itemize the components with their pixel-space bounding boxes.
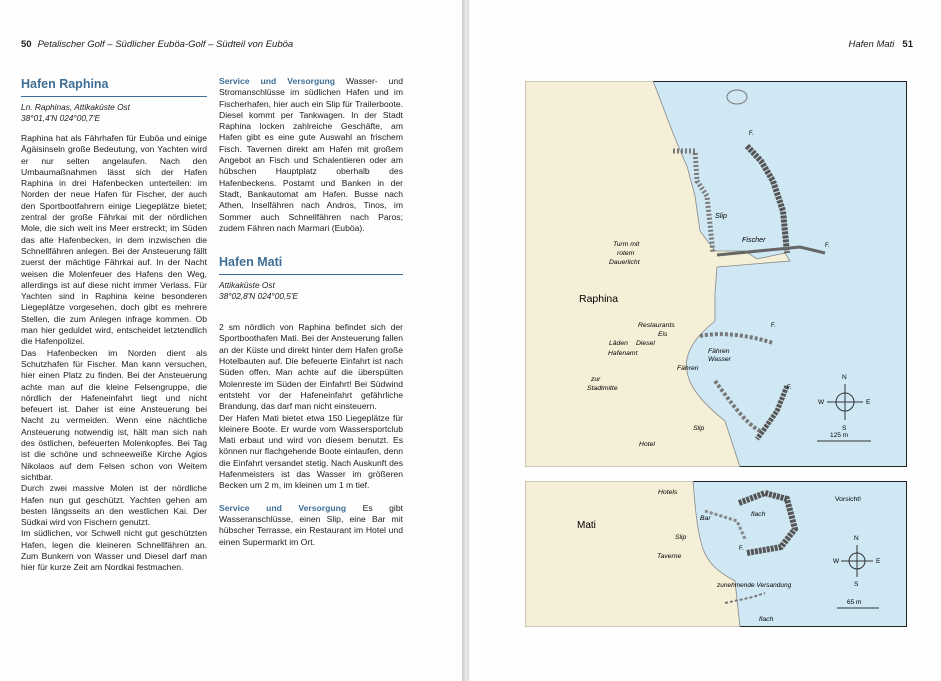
- raphina-compass-w: W: [818, 399, 825, 406]
- raphina-light-mole: F.: [787, 385, 792, 391]
- mati-scale-label: 65 m: [847, 599, 862, 606]
- raphina-label-turm-3: Dauerlicht: [609, 259, 640, 266]
- raphina-service-text: Wasser- und Stromanschlüsse im südlichen Hafen und im Fischerhafen, hier auch ein Slip für Trailerboote. Diesel kommt per Tankwagen. In der Stadt Raphina locken zahlreiche Geschäfte, am Hafen gibt es eine gute Auswahl an frischem Fisch. Tavernen direkt am Hafen mit großem Angebot an Fisch und Schalentieren oder am hübschen Hauptplatz oberhalb des Hafenbeckens. Postamt und Banken in der Stadt, Bankautomat am Hafen. Busse nach Athen, Inselfähren nach Andros, Tinos, im Sommer auch Schnellfähren nach Paros; zudem Fähren nach Marmari (Euböa).: [219, 76, 403, 233]
- raphina-scale-label: 125 m: [830, 432, 849, 439]
- raphina-compass-n: N: [842, 374, 847, 381]
- mati-label-flach-2: flach: [759, 616, 774, 623]
- mati-compass-w: W: [833, 558, 840, 565]
- raphina-paragraph-3: Durch zwei massive Molen ist der nördliche Hafen nun gut geschützt. Yachten gehen am besten längsseits an den westlichen Kai. Der Südkai wird von Fischern genutzt.: [21, 483, 207, 528]
- raphina-coordinates: 38°01,4'N 024°00,7'E: [21, 113, 101, 123]
- raphina-paragraph-2: Das Hafenbecken im Norden dient als Schutzhafen für Fischer. Man kann versuchen, hier einen Platz zu finden. Bei der Ansteuerung achte man auf die kleine Felsengruppe, die nördlich der Hafeneinfahrt liegt und nicht befeuert ist. Daher ist eine Ansteuerung bei Nacht zu vermeiden. Wenn eine nächtliche Ansteuerung notwendig ist, hält man sich nah des östlichen, befeuerten Molenkopfes. Bei Tag ist die schöne und schneeweiße Kirche Agios Nikolaos auf dem Felsen schon von Weitem sichtbar.: [21, 347, 207, 482]
- mati-location: Attikaküste Ost: [219, 280, 275, 291]
- raphina-label-turm-1: Turm mit: [613, 241, 640, 248]
- mati-light: F.: [739, 546, 744, 552]
- mati-harbour-map: [525, 481, 907, 627]
- raphina-compass-s: S: [842, 425, 847, 432]
- raphina-light-south: F.: [771, 323, 776, 329]
- mati-coordinates: 38°02,8'N 024°00,5'E: [219, 291, 299, 302]
- left-running-head: [21, 39, 293, 50]
- raphina-subtitle: [21, 102, 207, 124]
- raphina-label-stadtmitte-1: zur: [591, 376, 601, 383]
- raphina-light-north: F.: [749, 131, 754, 137]
- raphina-column: [21, 76, 207, 574]
- right-page-number: 51: [902, 39, 913, 50]
- mati-paragraph-1: 2 sm nördlich von Raphina befindet sich der Sportboothafen Mati. Bei der Ansteuerung fallen an der Küste und direkt hinter dem Hafen große Hotelbauten auf. Die befeuerte Einfahrt ist nach Süden offen. Man achte auf die überspülten Molenreste im Süden der Einfahrt! Bei Südwind entsteht vor der Hafeneinfahrt gefährliche Brandung, das darf man nicht einsteuern.: [219, 322, 403, 412]
- mati-compass-e: E: [876, 558, 881, 565]
- left-running-head-text: Petalischer Golf – Südlicher Euböa-Golf – Südteil von Euböa: [37, 39, 294, 50]
- right-running-head-text: Hafen Mati: [848, 39, 895, 50]
- left-page-number: 50: [21, 39, 32, 50]
- raphina-location: Ln. Raphinas, Attikaküste Ost: [21, 102, 130, 112]
- raphina-paragraph-1: Raphina hat als Fährhafen für Euböa und einige Ägäisinseln große Bedeutung, von Yachten wird er nur selten angelaufen. Nach den Umbaumaßnahmen lässt sich der Hafen Raphina in drei Hafenbecken unterteilen: im Norden der neue Hafen für Fischer, der auch den Sportbootfahrern einige Liegeplätze bietet; zentral der große Fährkai mit der nördlichen Mole, die sich weit ins Meer erstreckt; im Süden das alte Hafenbecken, in dem inzwischen die Schnellfähren anlegen. Bei der Ansteuerung fällt zuerst der mächtige Fährkai auf. In der Nacht weisen die Molenfeuer des Hafens den Weg, allerdings ist auf diese nicht immer Verlass. Für Yachten sind in Raphina keine besonderen Liegeplätze vorgesehen, doch gibt es mehrere Stellen, die zum Anlegen infrage kommen. Ob man hier geduldet wird, entscheidet letztendlich die Hafenpolizei.: [21, 133, 207, 347]
- raphina-label-faehren-wasser-1: Fähren: [708, 348, 730, 355]
- raphina-label-diesel: Diesel: [636, 340, 655, 347]
- mati-compass-s: S: [854, 581, 859, 588]
- right-page: [469, 0, 941, 681]
- raphina-title: Hafen Raphina: [21, 76, 207, 97]
- raphina-label-faehren-wasser-2: Wasser: [708, 356, 731, 363]
- mati-warning: Vorsicht!: [835, 496, 862, 503]
- raphina-label-eis: Eis: [658, 331, 668, 338]
- raphina-town-name: Raphina: [579, 293, 619, 305]
- raphina-label-hotel: Hotel: [639, 441, 655, 448]
- mati-label-taverne: Taverne: [657, 553, 682, 560]
- raphina-harbour-map: [525, 81, 907, 467]
- raphina-label-fischer: Fischer: [742, 235, 766, 244]
- raphina-label-slip: Slip: [715, 211, 727, 220]
- raphina-label-stadtmitte-2: Stadtmitte: [587, 385, 618, 392]
- raphina-label-hafenamt: Hafenamt: [608, 350, 638, 357]
- raphina-label-slip-south: Slip: [693, 425, 705, 432]
- raphina-service-lead: Service und Versorgung: [219, 76, 336, 86]
- mati-compass-n: N: [854, 535, 859, 542]
- right-running-head: [848, 39, 913, 50]
- raphina-service: [219, 76, 403, 234]
- mati-label-slip: Slip: [675, 534, 687, 541]
- mati-service: [219, 503, 403, 548]
- mati-label-flach-1: flach: [751, 511, 766, 518]
- raphina-light-ferry: F.: [825, 243, 830, 249]
- raphina-label-restaurants: Restaurants: [638, 322, 675, 329]
- mati-town-name: Mati: [577, 520, 596, 531]
- raphina-compass-e: E: [866, 399, 871, 406]
- mati-label-bar: Bar: [700, 515, 711, 522]
- mati-label-versandung: zunehmende Versandung: [717, 582, 792, 589]
- raphina-label-turm-2: rotem: [617, 250, 635, 257]
- raphina-paragraph-4: Im südlichen, vor Schwell nicht gut geschützten Hafen, legen die kleineren Schnellfähren an. Zum Bunkern von Wasser und Diesel darf man hier für kurze Zeit am Nordkai festmachen.: [21, 528, 207, 573]
- mati-title: Hafen Mati: [219, 254, 403, 275]
- raphina-label-laeden: Läden: [609, 340, 628, 347]
- mati-subtitle: [219, 280, 403, 302]
- book-gutter: [462, 0, 469, 681]
- mati-label-hotels: Hotels: [658, 489, 678, 496]
- raphina-label-faehren: Fähren: [677, 365, 699, 372]
- mati-paragraph-2: Der Hafen Mati bietet etwa 150 Liegeplätze für kleinere Boote. Er wurde vom Wassersportclub Mati erbaut und wird von diesem benutzt. Es können nur flachgehende Boote einlaufen, denn die Einfahrt versandet stetig. Nach Auskunft des Hafenmeisters ist das Wasser im größeren Becken um 2 m, im kleinen um 1 m tief.: [219, 412, 403, 491]
- right-text-column: [219, 76, 403, 548]
- left-page: [0, 0, 462, 681]
- mati-service-lead: Service und Versorgung: [219, 502, 347, 513]
- mati-service-text: Es gibt Wasseranschlüsse, einen Slip, eine Bar mit hübscher Terrasse, ein Restaurant im Hotel und einen Supermarkt im Ort.: [219, 502, 403, 547]
